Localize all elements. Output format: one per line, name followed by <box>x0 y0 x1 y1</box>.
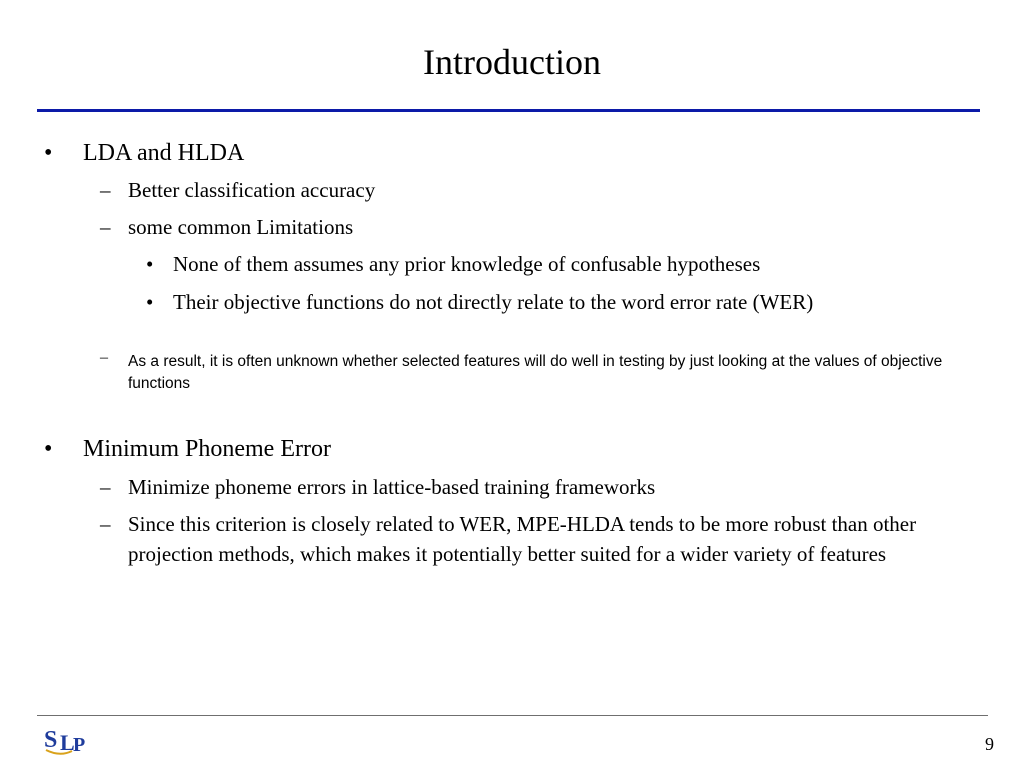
page-number: 9 <box>985 734 994 754</box>
sub-bullet-marker: • <box>146 252 154 276</box>
mpe-point-robust: Since this criterion is closely related to WER, MPE-HLDA tends to be more robust than other projection methods, which makes it potentially better suited for a wider variety of features <box>128 512 917 566</box>
limitation-prior-knowledge: None of them assumes any prior knowledge of confusable hypotheses <box>173 252 761 276</box>
slide-title: Introduction <box>423 42 601 82</box>
sub-bullet-marker: • <box>146 290 154 314</box>
bullet-mpe-heading: Minimum Phoneme Error <box>83 436 331 462</box>
svg-text:S: S <box>44 727 58 753</box>
dash-marker: – <box>100 349 108 366</box>
bullet-marker: • <box>44 436 53 462</box>
bullet-marker: • <box>44 140 53 166</box>
lda-point-accuracy: Better classification accuracy <box>128 178 376 202</box>
svg-text:P: P <box>73 734 86 756</box>
svg-text:L: L <box>60 730 75 755</box>
bullet-lda-heading: LDA and HLDA <box>83 140 245 166</box>
limitation-objective-functions: Their objective functions do not directly relate to the word error rate (WER) <box>173 290 814 314</box>
dash-marker: – <box>100 512 111 536</box>
mpe-point-minimize: Minimize phoneme errors in lattice-based training frameworks <box>128 475 656 499</box>
dash-marker: – <box>100 178 111 202</box>
slp-logo <box>42 722 94 758</box>
footer-divider <box>37 715 988 716</box>
dash-marker: – <box>100 215 111 239</box>
lda-point-limitations: some common Limitations <box>128 215 354 239</box>
lda-result-note: As a result, it is often unknown whether selected features will do well in testing by just looking at the values of objective functions <box>128 353 943 392</box>
dash-marker: – <box>100 475 111 499</box>
